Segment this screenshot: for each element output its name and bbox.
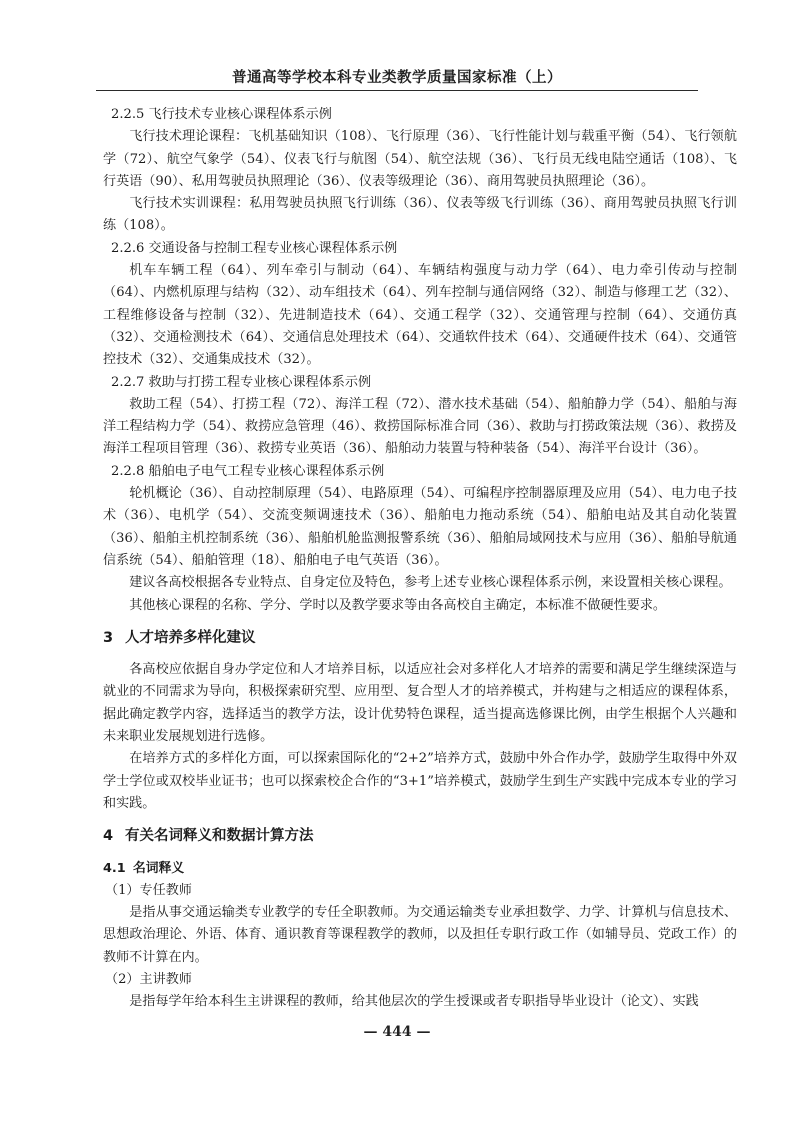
paragraph-rescue-salvage-courses: 救助工程（54）、打捞工程（72）、海洋工程（72）、潜水技术基础（54）、船舶静力学（54）、船舶与海洋工程结构力学（54）、救捞应急管理（46）、救捞国际标准合同（36）、救助与打捞政策法规（36）、救捞及海洋工程项目管理（36）、救捞专业英语（36）、船舶动力装置与特种装备（54）、海洋平台设计（36）。 [103, 396, 737, 457]
paragraph-flight-practice-courses: 飞行技术实训课程：私用驾驶员执照飞行训练（36）、仪表等级飞行训练（36）、商用驾驶员执照飞行训练（108）。 [103, 196, 737, 234]
section-number: 3 [103, 629, 114, 646]
paragraph-diversity-2: 在培养方式的多样化方面，可以探索国际化的“2+2”培养方式，鼓励中外合作办学，鼓励学生取得中外双学士学位或双校毕业证书；也可以探索校企合作的“3+1”培养模式，鼓励学生到生产实践中完成本专业的学习和实践。 [103, 751, 737, 811]
term-full-time-teacher: （1）专任教师 [105, 882, 192, 898]
paragraph-core-course-advice: 建议各高校根据各专业特点、自身定位及特色，参考上述专业核心课程体系示例，来设置相关核心课程。 [129, 575, 732, 591]
section-heading-3 [103, 627, 737, 649]
page-body [103, 104, 737, 1014]
section-number: 4 [103, 828, 114, 845]
term-lead-lecturer: （2）主讲教师 [105, 971, 192, 987]
heading-2-2-7: 2.2.7 救助与打捞工程专业核心课程体系示例 [111, 374, 372, 390]
paragraph-flight-theory-courses: 飞行技术理论课程：飞机基础知识（108）、飞行原理（36）、飞行性能计划与载重平衡（54）、飞行领航学（72）、航空气象学（54）、仪表飞行与航图（54）、航空法规（36）、飞行员无线电陆空通话（108）、飞行英语（90）、私用驾驶员执照理论（36）、仪表等级理论（36）、商用驾驶员执照理论（36）。 [103, 129, 737, 189]
running-header: 普通高等学校本科专业类教学质量国家标准（上） [232, 70, 562, 86]
paragraph-full-time-teacher: 是指从事交通运输类专业教学的专任全职教师。为交通运输类专业承担数学、力学、计算机与信息技术、思想政治理论、外语、体育、通识教育等课程教学的教师，以及担任专职行政工作（如辅导员、党政工作）的教师不计算在内。 [103, 905, 737, 965]
heading-2-2-6: 2.2.6 交通设备与控制工程专业核心课程体系示例 [111, 240, 398, 256]
page-number: — 444 — [363, 1024, 431, 1040]
section-title: 有关名词释义和数据计算方法 [125, 828, 314, 845]
paragraph-traffic-equipment-courses: 机车车辆工程（64）、列车牵引与制动（64）、车辆结构强度与动力学（64）、电力牵引传动与控制（64）、内燃机原理与结构（32）、动车组技术（64）、列车控制与通信网络（32）、制造与修理工艺（32）、工程维修设备与控制（32）、先进制造技术（64）、交通工程学（32）、交通管理与控制（64）、交通仿真（32）、交通检测技术（64）、交通信息处理技术（64）、交通软件技术（64）、交通硬件技术（64）、交通管控技术（32）、交通集成技术（32）。 [103, 263, 737, 368]
subsection-heading-4-1 [103, 858, 737, 880]
subsection-number: 4.1 [103, 860, 126, 876]
heading-2-2-5: 2.2.5 飞行技术专业核心课程体系示例 [111, 107, 332, 122]
paragraph-marine-electrical-courses: 轮机概论（36）、自动控制原理（54）、电路原理（54）、可编程序控制器原理及应用（54）、电力电子技术（36）、电机学（54）、交流变频调速技术（36）、船舶电力拖动系统（54）、船舶电站及其自动化装置（36）、船舶主机控制系统（36）、船舶机舱监测报警系统（36）、船舶局域网技术与应用（36）、船舶导航通信系统（54）、船舶管理（18）、船舶电子电气英语（36）。 [103, 486, 737, 568]
paragraph-diversity-1: 各高校应依据自身办学定位和人才培养目标，以适应社会对多样化人才培养的需要和满足学生继续深造与就业的不同需求为导向，积极探索研究型、应用型、复合型人才的培养模式，并构建与之相适应的课程体系，据此确定教学内容，选择适当的教学方法，设计优势特色课程，适当提高选修课比例，由学生根据个人兴趣和未来职业发展规划进行选修。 [103, 662, 737, 745]
header-rule [96, 90, 698, 91]
section-heading-4 [103, 825, 737, 847]
subsection-title: 名词释义 [133, 860, 185, 876]
section-title: 人才培养多样化建议 [125, 629, 256, 646]
paragraph-other-core-courses: 其他核心课程的名称、学分、学时以及教学要求等由各高校自主确定，本标准不做硬性要求。 [129, 597, 667, 613]
heading-2-2-8: 2.2.8 船舶电子电气工程专业核心课程体系示例 [111, 463, 385, 479]
paragraph-lead-lecturer: 是指每学年给本科生主讲课程的教师，给其他层次的学生授课或者专职指导毕业设计（论文）、实践 [129, 994, 699, 1010]
